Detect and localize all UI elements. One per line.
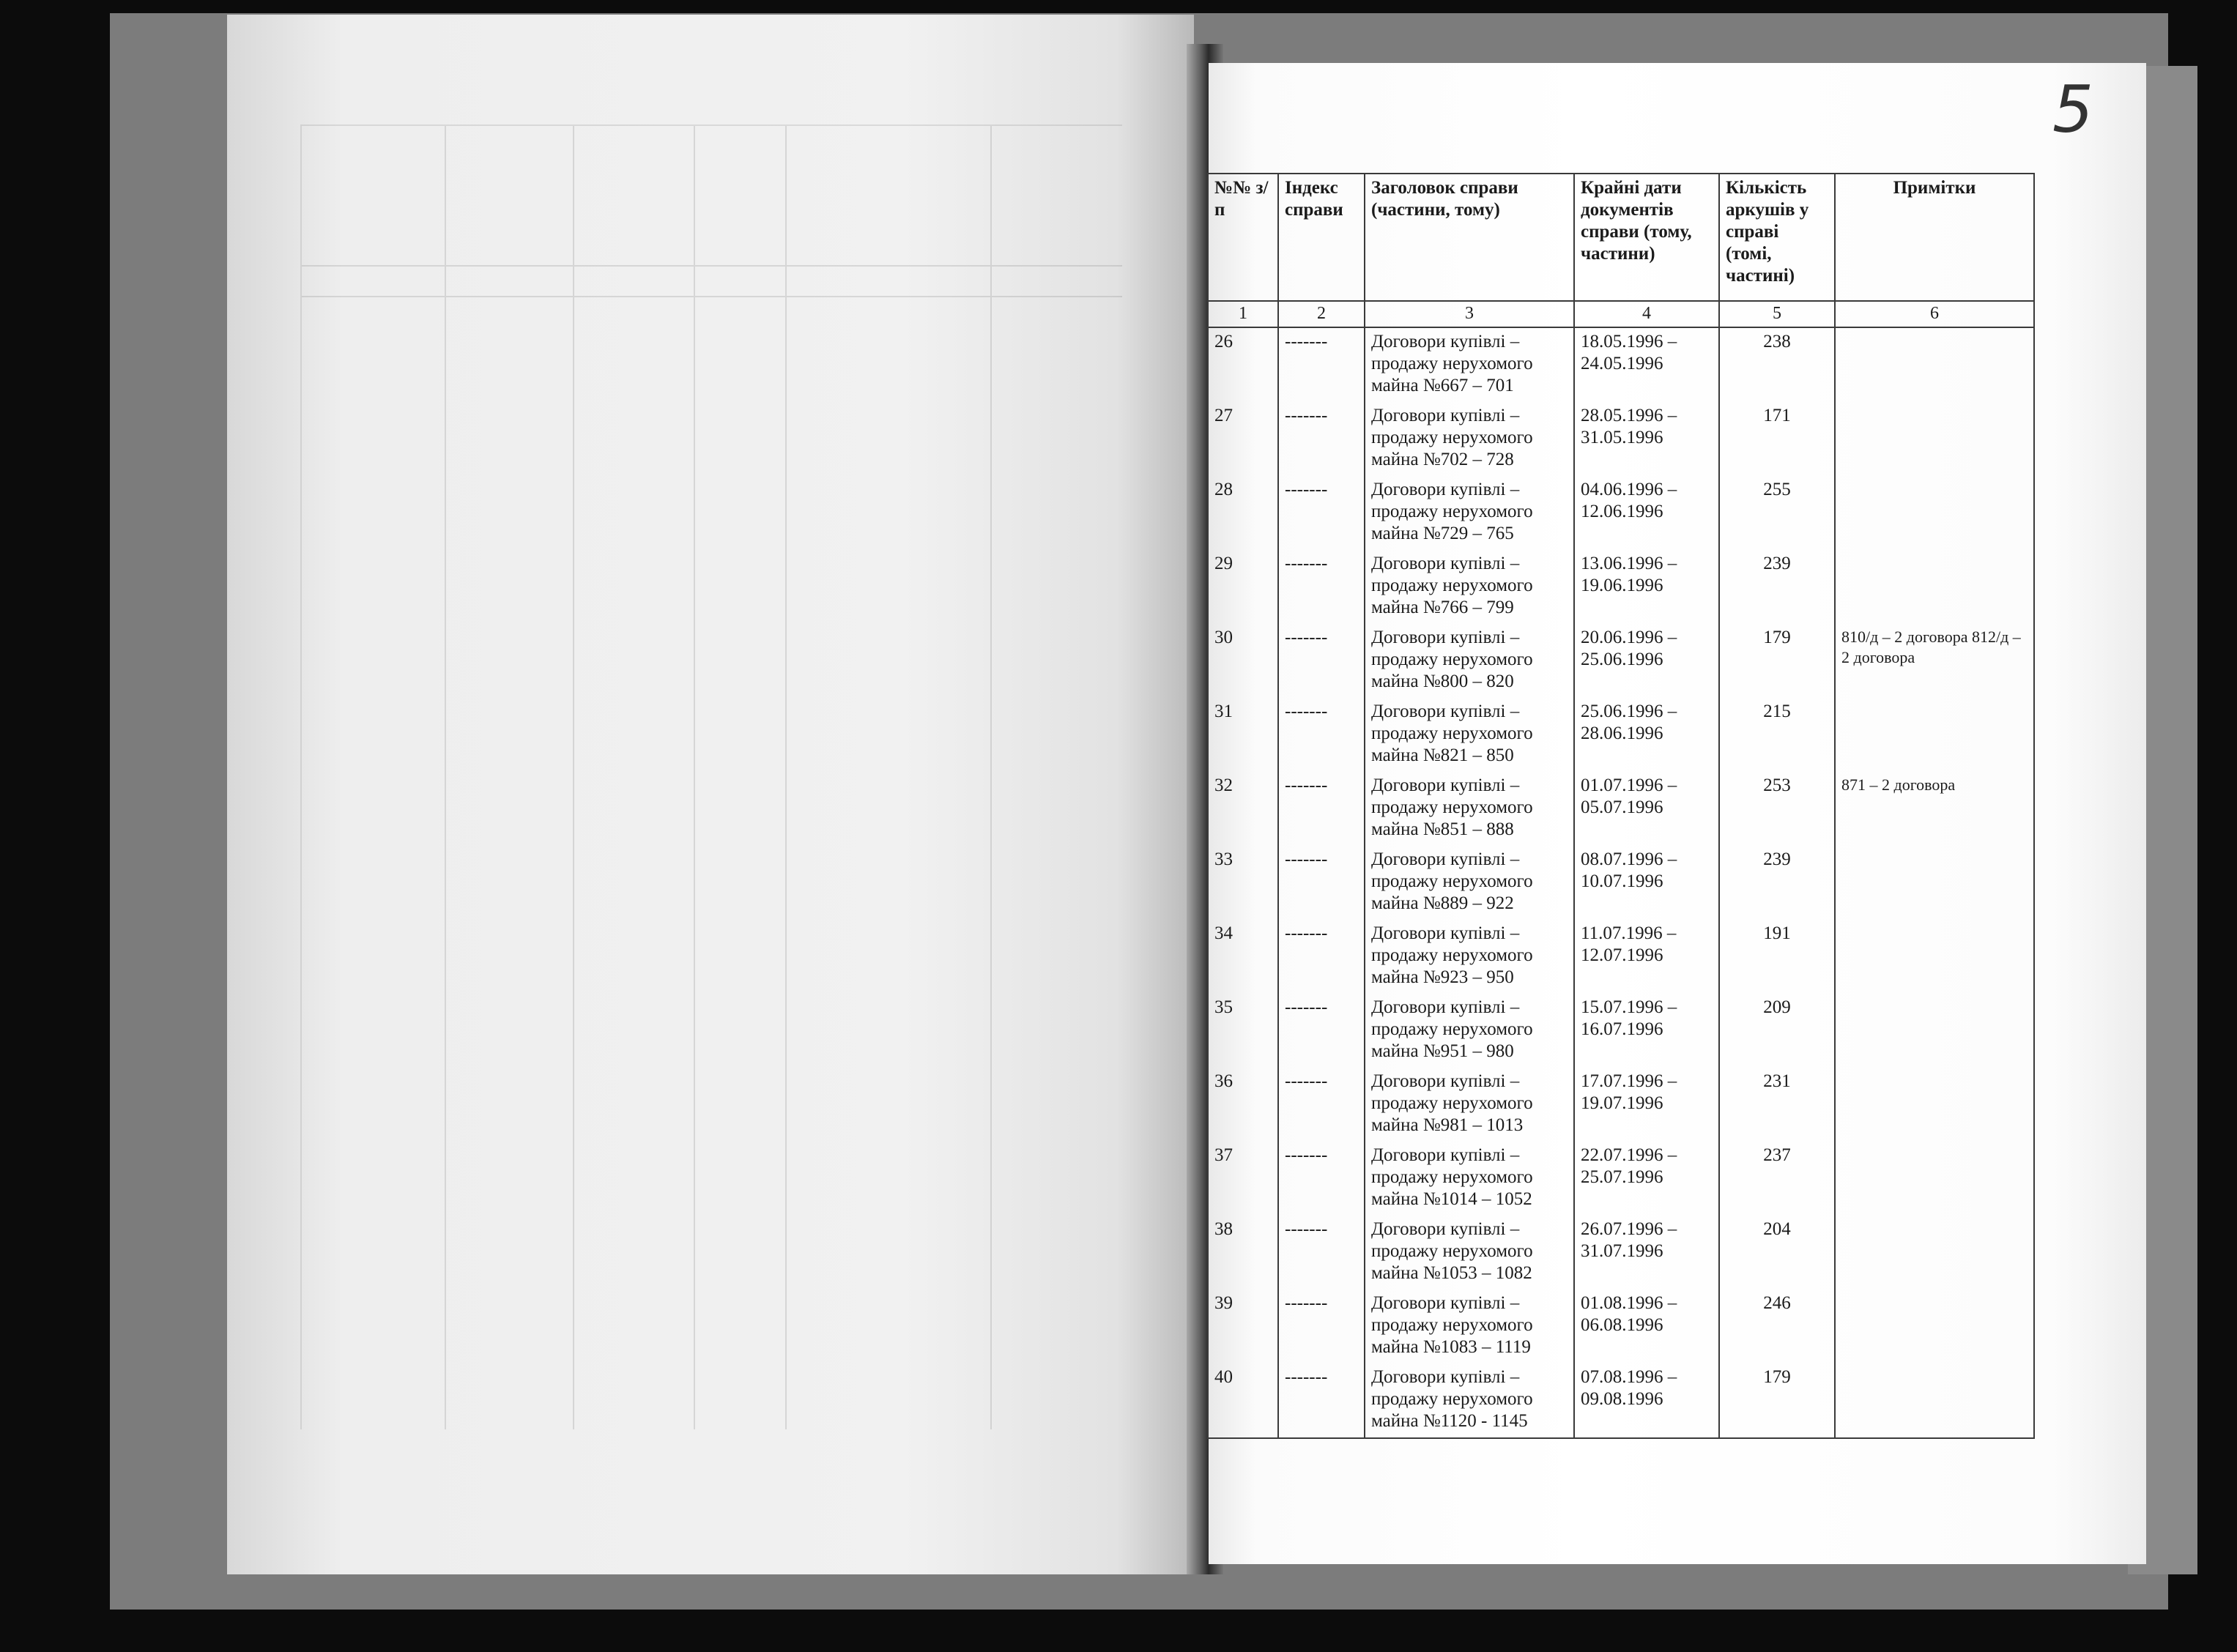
row-sheets: 246 bbox=[1719, 1290, 1835, 1363]
table-body bbox=[1208, 327, 2034, 1438]
row-notes: 871 – 2 договора bbox=[1835, 772, 2034, 846]
row-notes bbox=[1835, 920, 2034, 994]
row-dates: 17.07.1996 – 19.07.1996 bbox=[1574, 1068, 1719, 1142]
row-number: 39 bbox=[1208, 1290, 1278, 1363]
table-row bbox=[1208, 1363, 2034, 1438]
row-title: Договори купівлі – продажу нерухомого майна №1053 – 1082 bbox=[1365, 1216, 1574, 1290]
row-dates: 01.08.1996 – 06.08.1996 bbox=[1574, 1290, 1719, 1363]
row-number: 38 bbox=[1208, 1216, 1278, 1290]
table-row bbox=[1208, 772, 2034, 846]
row-title: Договори купівлі – продажу нерухомого майна №667 – 701 bbox=[1365, 327, 1574, 402]
row-index: ------- bbox=[1278, 1142, 1365, 1216]
row-index: ------- bbox=[1278, 1068, 1365, 1142]
column-number: 3 bbox=[1365, 301, 1574, 327]
row-number: 35 bbox=[1208, 994, 1278, 1068]
header-title: Заголовок справи (частини, тому) bbox=[1365, 174, 1574, 301]
row-number: 34 bbox=[1208, 920, 1278, 994]
table-row bbox=[1208, 920, 2034, 994]
row-title: Договори купівлі – продажу нерухомого майна №821 – 850 bbox=[1365, 698, 1574, 772]
row-index: ------- bbox=[1278, 624, 1365, 698]
row-number: 26 bbox=[1208, 327, 1278, 402]
table-row bbox=[1208, 846, 2034, 920]
header-number: №№ з/п bbox=[1208, 174, 1278, 301]
registry-table bbox=[1207, 173, 2035, 1439]
row-sheets: 215 bbox=[1719, 698, 1835, 772]
row-notes bbox=[1835, 994, 2034, 1068]
row-dates: 22.07.1996 – 25.07.1996 bbox=[1574, 1142, 1719, 1216]
row-title: Договори купівлі – продажу нерухомого майна №1014 – 1052 bbox=[1365, 1142, 1574, 1216]
row-title: Договори купівлі – продажу нерухомого майна №981 – 1013 bbox=[1365, 1068, 1574, 1142]
column-number: 2 bbox=[1278, 301, 1365, 327]
table-row bbox=[1208, 624, 2034, 698]
row-notes bbox=[1835, 327, 2034, 402]
column-numbers-row bbox=[1208, 301, 2034, 327]
row-title: Договори купівлі – продажу нерухомого майна №729 – 765 bbox=[1365, 476, 1574, 550]
row-dates: 26.07.1996 – 31.07.1996 bbox=[1574, 1216, 1719, 1290]
row-notes: 810/д – 2 договора 812/д – 2 договора bbox=[1835, 624, 2034, 698]
row-notes bbox=[1835, 846, 2034, 920]
row-sheets: 255 bbox=[1719, 476, 1835, 550]
row-index: ------- bbox=[1278, 1290, 1365, 1363]
table-row bbox=[1208, 327, 2034, 402]
row-title: Договори купівлі – продажу нерухомого майна №1120 - 1145 bbox=[1365, 1363, 1574, 1438]
row-number: 27 bbox=[1208, 402, 1278, 476]
row-sheets: 237 bbox=[1719, 1142, 1835, 1216]
column-number: 6 bbox=[1835, 301, 2034, 327]
table-row bbox=[1208, 1142, 2034, 1216]
header-row bbox=[1208, 174, 2034, 301]
table-row bbox=[1208, 1290, 2034, 1363]
row-index: ------- bbox=[1278, 846, 1365, 920]
row-index: ------- bbox=[1278, 402, 1365, 476]
row-number: 29 bbox=[1208, 550, 1278, 624]
row-number: 31 bbox=[1208, 698, 1278, 772]
column-number: 1 bbox=[1208, 301, 1278, 327]
row-title: Договори купівлі – продажу нерухомого майна №766 – 799 bbox=[1365, 550, 1574, 624]
row-sheets: 231 bbox=[1719, 1068, 1835, 1142]
row-title: Договори купівлі – продажу нерухомого майна №800 – 820 bbox=[1365, 624, 1574, 698]
row-sheets: 239 bbox=[1719, 550, 1835, 624]
row-dates: 15.07.1996 – 16.07.1996 bbox=[1574, 994, 1719, 1068]
row-dates: 20.06.1996 – 25.06.1996 bbox=[1574, 624, 1719, 698]
row-notes bbox=[1835, 1216, 2034, 1290]
row-title: Договори купівлі – продажу нерухомого майна №923 – 950 bbox=[1365, 920, 1574, 994]
row-dates: 28.05.1996 – 31.05.1996 bbox=[1574, 402, 1719, 476]
row-number: 37 bbox=[1208, 1142, 1278, 1216]
row-dates: 08.07.1996 – 10.07.1996 bbox=[1574, 846, 1719, 920]
row-sheets: 209 bbox=[1719, 994, 1835, 1068]
row-sheets: 239 bbox=[1719, 846, 1835, 920]
header-notes: Примітки bbox=[1835, 174, 2034, 301]
table-row bbox=[1208, 994, 2034, 1068]
row-sheets: 191 bbox=[1719, 920, 1835, 994]
row-dates: 13.06.1996 – 19.06.1996 bbox=[1574, 550, 1719, 624]
row-notes bbox=[1835, 698, 2034, 772]
table-row bbox=[1208, 476, 2034, 550]
row-index: ------- bbox=[1278, 476, 1365, 550]
row-number: 33 bbox=[1208, 846, 1278, 920]
header-sheets: Кількість аркушів у справі (томі, частині) bbox=[1719, 174, 1835, 301]
row-notes bbox=[1835, 550, 2034, 624]
table-row bbox=[1208, 402, 2034, 476]
table-row bbox=[1208, 1068, 2034, 1142]
row-title: Договори купівлі – продажу нерухомого майна №1083 – 1119 bbox=[1365, 1290, 1574, 1363]
row-number: 30 bbox=[1208, 624, 1278, 698]
row-number: 40 bbox=[1208, 1363, 1278, 1438]
table-row bbox=[1208, 1216, 2034, 1290]
row-notes bbox=[1835, 1290, 2034, 1363]
row-notes bbox=[1835, 476, 2034, 550]
row-sheets: 171 bbox=[1719, 402, 1835, 476]
row-sheets: 238 bbox=[1719, 327, 1835, 402]
row-index: ------- bbox=[1278, 327, 1365, 402]
row-notes bbox=[1835, 1068, 2034, 1142]
row-dates: 18.05.1996 – 24.05.1996 bbox=[1574, 327, 1719, 402]
header-dates: Крайні дати документів справи (тому, частини) bbox=[1574, 174, 1719, 301]
row-sheets: 204 bbox=[1719, 1216, 1835, 1290]
row-notes bbox=[1835, 1142, 2034, 1216]
table-row bbox=[1208, 550, 2034, 624]
bleed-through-table bbox=[300, 124, 1122, 1429]
row-number: 32 bbox=[1208, 772, 1278, 846]
row-notes bbox=[1835, 1363, 2034, 1438]
row-dates: 07.08.1996 – 09.08.1996 bbox=[1574, 1363, 1719, 1438]
row-index: ------- bbox=[1278, 1363, 1365, 1438]
row-sheets: 253 bbox=[1719, 772, 1835, 846]
row-sheets: 179 bbox=[1719, 1363, 1835, 1438]
column-number: 5 bbox=[1719, 301, 1835, 327]
row-index: ------- bbox=[1278, 994, 1365, 1068]
page-number: 5 bbox=[2052, 72, 2093, 147]
row-title: Договори купівлі – продажу нерухомого майна №889 – 922 bbox=[1365, 846, 1574, 920]
row-index: ------- bbox=[1278, 920, 1365, 994]
row-index: ------- bbox=[1278, 550, 1365, 624]
row-dates: 04.06.1996 – 12.06.1996 bbox=[1574, 476, 1719, 550]
column-number: 4 bbox=[1574, 301, 1719, 327]
row-dates: 25.06.1996 – 28.06.1996 bbox=[1574, 698, 1719, 772]
row-sheets: 179 bbox=[1719, 624, 1835, 698]
row-title: Договори купівлі – продажу нерухомого майна №951 – 980 bbox=[1365, 994, 1574, 1068]
row-dates: 11.07.1996 – 12.07.1996 bbox=[1574, 920, 1719, 994]
row-index: ------- bbox=[1278, 772, 1365, 846]
row-notes bbox=[1835, 402, 2034, 476]
row-number: 36 bbox=[1208, 1068, 1278, 1142]
row-number: 28 bbox=[1208, 476, 1278, 550]
row-title: Договори купівлі – продажу нерухомого майна №851 – 888 bbox=[1365, 772, 1574, 846]
row-index: ------- bbox=[1278, 1216, 1365, 1290]
row-index: ------- bbox=[1278, 698, 1365, 772]
row-dates: 01.07.1996 – 05.07.1996 bbox=[1574, 772, 1719, 846]
row-title: Договори купівлі – продажу нерухомого майна №702 – 728 bbox=[1365, 402, 1574, 476]
header-index: Індекс справи bbox=[1278, 174, 1365, 301]
table-row bbox=[1208, 698, 2034, 772]
